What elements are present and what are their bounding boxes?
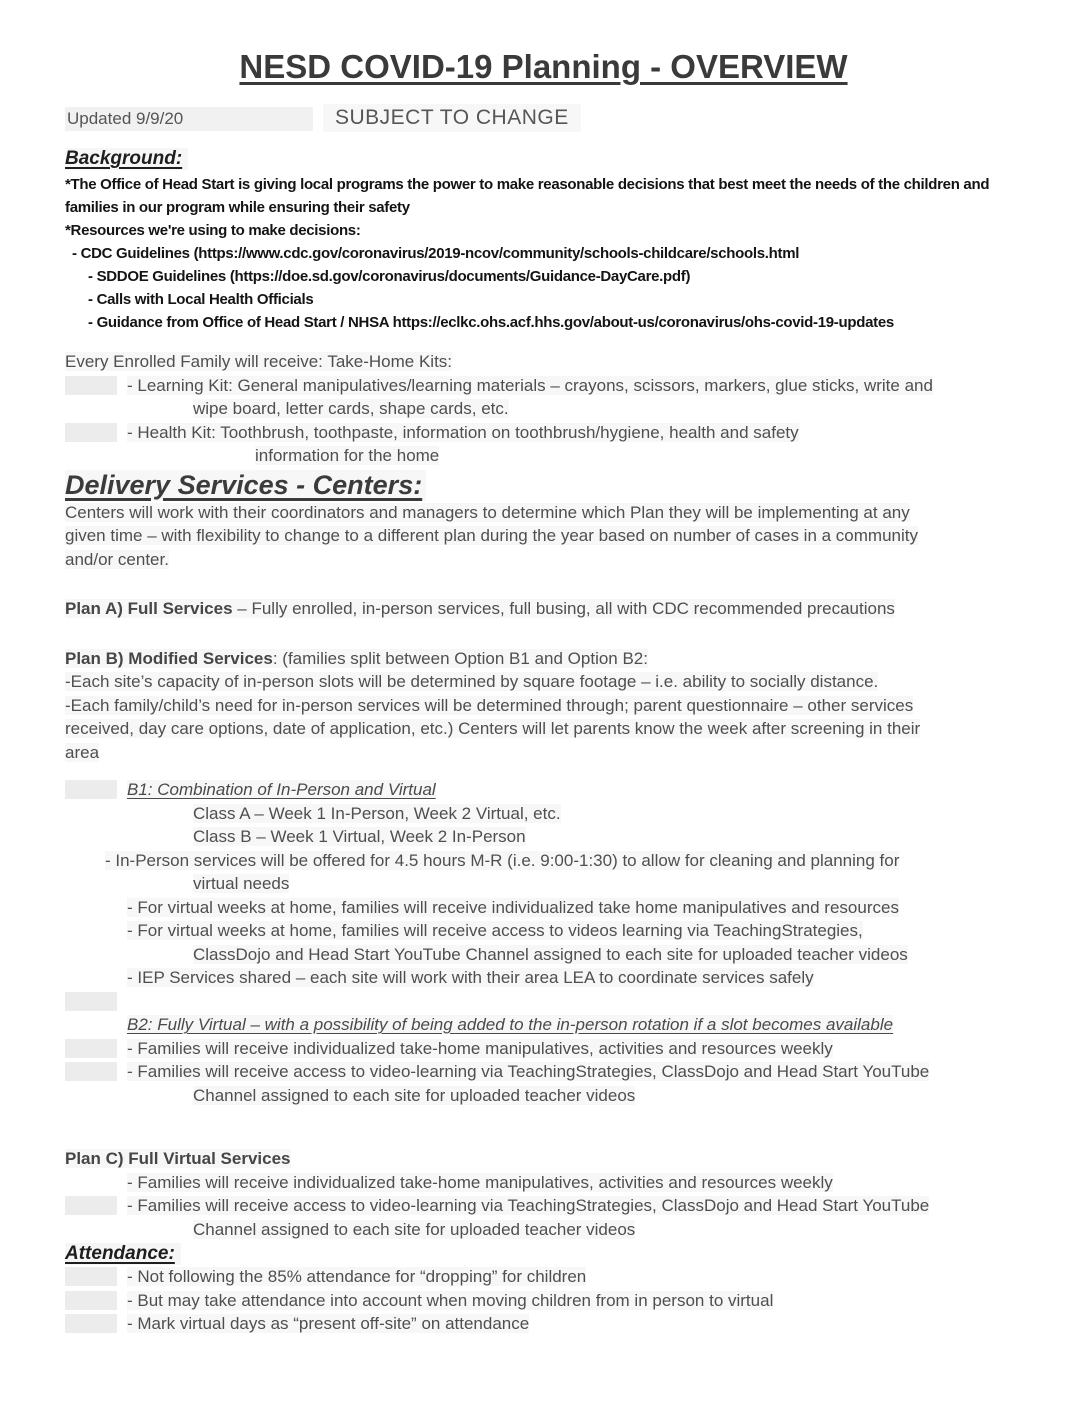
- delivery-services-heading: Delivery Services - Centers:: [65, 470, 426, 501]
- highlight-block: [65, 1291, 117, 1310]
- b2-heading-line: [65, 1013, 1022, 1037]
- updated-date: Updated 9/9/20: [65, 107, 313, 131]
- plan-b-detail: -Each site’s capacity of in-person slots will be determined by square footage – i.e. ability to socially distance.: [65, 672, 879, 691]
- highlight-block: [65, 992, 117, 1011]
- highlight-block: [65, 423, 117, 442]
- b1-detail: - IEP Services shared – each site will work with their area LEA to coordinate services safely: [127, 968, 814, 987]
- highlight-block: [65, 1196, 117, 1215]
- b2-heading: B2: Fully Virtual – with a possibility of being added to the in-person rotation if a slot becomes available: [127, 1015, 894, 1034]
- page-title: NESD COVID-19 Planning - OVERVIEW: [239, 48, 848, 85]
- resource-item: - SDDOE Guidelines (https://doe.sd.gov/coronavirus/documents/Guidance-DayCare.pdf): [88, 268, 691, 285]
- take-home-kits-section: [65, 350, 1022, 468]
- b1-heading-line: [65, 778, 1022, 802]
- plan-b-detail: -Each family/child’s need for in-person services will be determined through; parent questionnaire – other services: [65, 695, 914, 715]
- resource-item: - CDC Guidelines (https://www.cdc.gov/coronavirus/2019-ncov/community/schools-childcare/schools.html: [72, 245, 800, 262]
- b2-detail: - Families will receive individualized take-home manipulatives, activities and resources weekly: [65, 1037, 1022, 1061]
- b2-detail: Channel assigned to each site for uploaded teacher videos: [193, 1085, 636, 1105]
- background-intro: *The Office of Head Start is giving local programs the power to make reasonable decisions that best meet the needs of the children and families in our program while ensuring their safety: [65, 176, 990, 216]
- learning-kit-item: - Learning Kit: General manipulatives/learning materials – crayons, scissors, markers, glue sticks, write and: [65, 374, 1022, 398]
- delivery-paragraph-line: and/or center.: [65, 549, 169, 569]
- attendance-section: [65, 1243, 1022, 1336]
- plan-b-line: Plan B) Modified Services: (families split between Option B1 and Option B2:: [65, 648, 648, 668]
- b1-detail: Class A – Week 1 In-Person, Week 2 Virtual, etc.: [193, 803, 561, 823]
- highlight-block: [65, 1314, 117, 1333]
- highlight-block: [65, 1039, 117, 1058]
- plan-b-detail: received, day care options, date of application, etc.) Centers will let parents know the week after screening in their: [65, 719, 921, 738]
- highlight-block: [65, 376, 117, 395]
- health-kit-item: - Health Kit: Toothbrush, toothpaste, information on toothbrush/hygiene, health and safety: [65, 421, 1022, 445]
- delivery-services-section: [65, 470, 1022, 1242]
- b1-detail: - For virtual weeks at home, families will receive access to videos learning via TeachingStrategies,: [127, 921, 863, 940]
- delivery-paragraph-line: Centers will work with their coordinators and managers to determine which Plan they will be implementing at any: [65, 502, 910, 522]
- resources-label: *Resources we're using to make decisions:: [65, 222, 361, 239]
- b1-heading: B1: Combination of In-Person and Virtual: [127, 780, 436, 799]
- plan-b-detail: area: [65, 742, 100, 762]
- attendance-item: - But may take attendance into account when moving children from in person to virtual: [65, 1289, 1022, 1313]
- resource-item: - Calls with Local Health Officials: [88, 291, 314, 308]
- plan-c-detail: Channel assigned to each site for uploaded teacher videos: [193, 1219, 636, 1239]
- kits-intro: Every Enrolled Family will receive: Take-Home Kits:: [65, 352, 453, 371]
- b1-detail: virtual needs: [193, 874, 290, 893]
- plan-c-heading: Plan C) Full Virtual Services: [65, 1149, 291, 1168]
- background-section: [65, 148, 1022, 334]
- highlight-block: [65, 1062, 117, 1081]
- attendance-item: - Not following the 85% attendance for “dropping” for children: [65, 1265, 1022, 1289]
- b2-detail: - Families will receive access to video-learning via TeachingStrategies, ClassDojo and Head Start YouTube: [65, 1060, 1022, 1084]
- b1-detail: - For virtual weeks at home, families will receive individualized take home manipulatives and resources: [127, 897, 899, 917]
- blank-highlight-row: [65, 990, 1022, 1014]
- b1-detail: ClassDojo and Head Start YouTube Channel assigned to each site for uploaded teacher videos: [193, 944, 908, 964]
- highlight-block: [65, 1267, 117, 1286]
- highlight-block: [65, 780, 117, 799]
- subject-to-change-label: SUBJECT TO CHANGE: [323, 104, 581, 132]
- health-kit-cont: information for the home: [255, 446, 440, 465]
- attendance-heading: Attendance:: [65, 1243, 181, 1265]
- learning-kit-cont: wipe board, letter cards, shape cards, etc.: [193, 399, 509, 418]
- plan-c-detail: - Families will receive individualized take-home manipulatives, activities and resources weekly: [127, 1172, 833, 1192]
- resource-item: - Guidance from Office of Head Start / NHSA https://eclkc.ohs.acf.hhs.gov/about-us/coronavirus/ohs-covid-19-updates: [88, 314, 894, 331]
- background-heading: Background:: [65, 148, 188, 170]
- delivery-paragraph-line: given time – with flexibility to change to a different plan during the year based on number of cases in a community: [65, 526, 918, 545]
- attendance-item: - Mark virtual days as “present off-site” on attendance: [65, 1312, 1022, 1336]
- b1-detail: - In-Person services will be offered for 4.5 hours M-R (i.e. 9:00-1:30) to allow for cleaning and planning for: [105, 850, 900, 870]
- plan-a-line: Plan A) Full Services – Fully enrolled, in-person services, full busing, all with CDC recommended precautions: [65, 599, 895, 618]
- plan-c-detail: - Families will receive access to video-learning via TeachingStrategies, ClassDojo and Head Start YouTube: [65, 1194, 1022, 1218]
- subtitle-row: [65, 104, 1022, 132]
- b1-detail: Class B – Week 1 Virtual, Week 2 In-Person: [193, 827, 526, 846]
